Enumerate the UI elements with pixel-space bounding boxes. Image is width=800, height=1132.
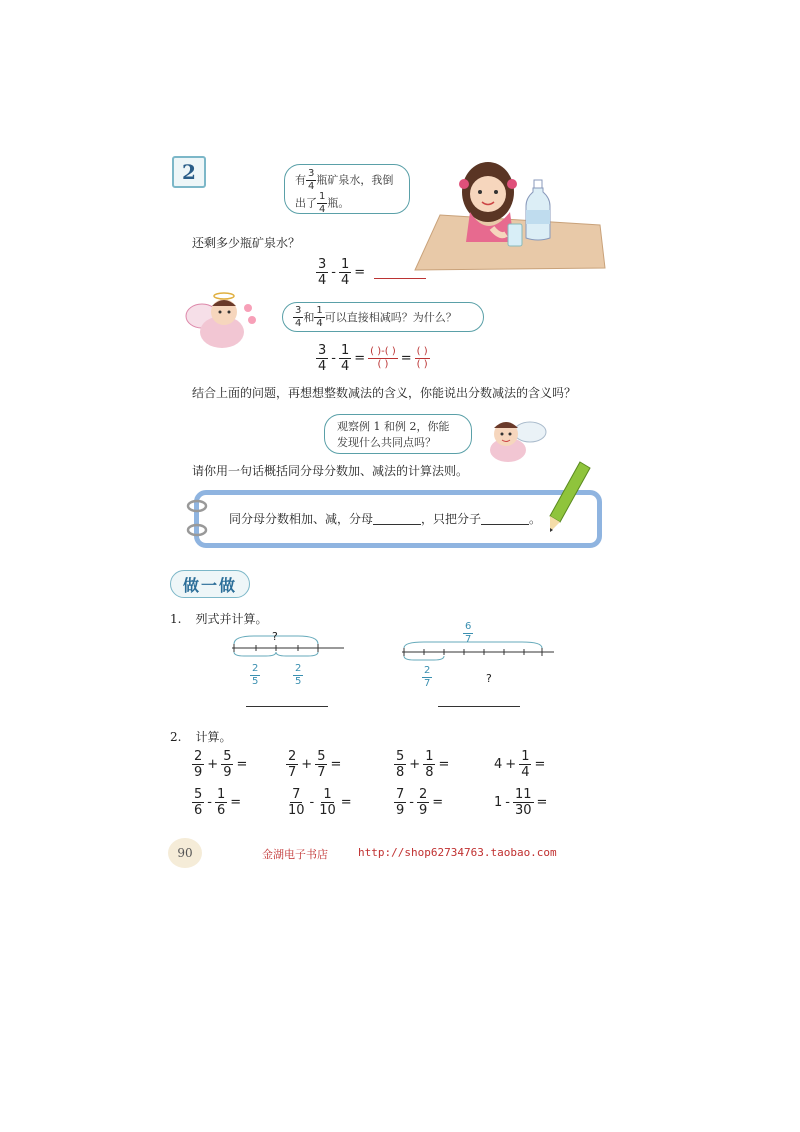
- binder-rings-icon: [184, 496, 210, 542]
- fraction: $\frac{1}{4}$: [340, 343, 350, 374]
- calc-problem: [494, 750, 548, 779]
- question-text: 还剩多少瓶矿泉水？: [192, 236, 301, 250]
- fraction: $\frac{5}{6}$: [194, 787, 203, 818]
- pencil-icon: [546, 460, 594, 534]
- fraction: $\frac{3}{4}$: [295, 304, 302, 329]
- calc-problem: [192, 750, 250, 779]
- calc-problem: [394, 750, 452, 779]
- right-diagram-total: $\frac{6}{7}$: [465, 621, 472, 645]
- example-number-badge: [172, 156, 206, 188]
- equals-sign: =: [236, 757, 248, 772]
- fraction: $\frac{1}{4}$: [316, 304, 323, 329]
- left-diagram-part-1: $\frac{2}{5}$: [252, 663, 259, 687]
- paragraph-summarize-rule: 请你用一句话概括同分母分数加、减法的计算法则。: [192, 464, 469, 478]
- equals-sign: =: [230, 795, 242, 810]
- fraction: $\frac{3}{4}$: [318, 343, 327, 374]
- page-number-badge: [168, 838, 202, 868]
- fraction: $\frac{11}{30}$: [514, 787, 532, 818]
- left-answer-line: [246, 706, 328, 707]
- speech-bubble-girl: [284, 164, 410, 214]
- footer-url[interactable]: http://shop62734763.taobao.com: [358, 846, 557, 859]
- segment-diagram-left: [232, 626, 346, 660]
- bubble1-line2: 出了 $\frac{1}{4}$ 瓶。: [295, 191, 350, 215]
- calc-problem: [494, 788, 550, 817]
- fraction: $\frac{1}{6}$: [216, 787, 226, 818]
- operator: -: [207, 795, 212, 810]
- operator: +: [207, 757, 219, 772]
- practice-title: 做一做: [183, 575, 238, 595]
- page-number: 90: [177, 846, 193, 860]
- rule-text: 同分母分数相加、减，分母 ，只把分子 。: [229, 512, 542, 526]
- fraction-blank: $\frac{( )}{( )}$: [416, 346, 428, 370]
- fraction: $\frac{2}{9}$: [418, 787, 428, 818]
- calc-problem: [394, 788, 446, 817]
- fraction: $\frac{7}{9}$: [396, 787, 405, 818]
- rule-blank-2: [481, 512, 529, 525]
- operator: -: [409, 795, 414, 810]
- angel-illustration: [476, 410, 550, 466]
- operator: +: [505, 757, 517, 772]
- equals-sign: =: [340, 795, 352, 810]
- fraction: $\frac{2}{7}$: [288, 749, 297, 780]
- speech-bubble-observe: 观察例 1 和例 2，你能 发现什么共同点吗？: [324, 414, 472, 454]
- equation-2: $\frac{3}{4}$ - $\frac{1}{4}$ = $\frac{( )-( )}{( )}$ = $\frac{( )}{( )}$: [318, 343, 428, 374]
- paragraph-subtraction-meaning: 结合上面的问题，再想想整数减法的含义，你能说出分数减法的含义吗？: [192, 386, 577, 400]
- calc-problem: [286, 750, 344, 779]
- equals-sign: =: [432, 795, 444, 810]
- example-number: 2: [182, 160, 196, 184]
- fraction: $\frac{3}{4}$: [308, 168, 315, 192]
- right-diagram-part: $\frac{2}{7}$: [424, 665, 431, 689]
- speech-bubble-angel: $\frac{3}{4}$ 和 $\frac{1}{4}$ 可以直接相减吗？为什么？: [282, 302, 484, 332]
- whole-number: 1: [494, 795, 503, 810]
- exercise-2-heading: 2. 计算。: [170, 730, 232, 744]
- fraction: $\frac{3}{4}$: [318, 257, 327, 288]
- rule-box: [194, 490, 602, 548]
- fraction: $\frac{1}{10}$: [319, 787, 336, 818]
- fraction: $\frac{5}{9}$: [223, 749, 232, 780]
- equals-sign: =: [536, 795, 548, 810]
- fraction: $\frac{1}{4}$: [340, 257, 350, 288]
- exercise-1-heading: 1. 列式并计算。: [170, 612, 268, 626]
- whole-number: 4: [494, 757, 503, 772]
- equation-1: $\frac{3}{4}$ - $\frac{1}{4}$ =: [316, 258, 426, 287]
- fraction: $\frac{7}{10}$: [288, 787, 305, 818]
- equals-sign: =: [330, 757, 342, 772]
- fraction: $\frac{5}{7}$: [317, 749, 326, 780]
- operator: -: [505, 795, 510, 810]
- answer-blank: [374, 266, 426, 279]
- fraction: $\frac{5}{8}$: [396, 749, 405, 780]
- operator: +: [409, 757, 421, 772]
- segment-diagram-right: [402, 630, 556, 664]
- calc-problem: [286, 788, 355, 817]
- fraction: $\frac{1}{4}$: [319, 191, 326, 215]
- angel-illustration: [182, 286, 262, 356]
- footer-shop: 金湖电子书店: [262, 848, 328, 861]
- practice-title-badge: [170, 570, 250, 598]
- fraction-blank: $\frac{( )-( )}{( )}$: [370, 346, 396, 370]
- right-diagram-unknown: ?: [486, 672, 492, 685]
- left-diagram-part-2: $\frac{2}{5}$: [295, 663, 302, 687]
- left-diagram-total-label: ?: [272, 630, 278, 643]
- operator: +: [301, 757, 313, 772]
- right-answer-line: [438, 706, 520, 707]
- operator: -: [309, 795, 315, 810]
- fraction: $\frac{1}{4}$: [521, 749, 530, 780]
- calc-problem: [192, 788, 244, 817]
- fraction: $\frac{2}{9}$: [194, 749, 203, 780]
- equals-sign: =: [534, 757, 546, 772]
- bubble1-line1: 有 $\frac{3}{4}$ 瓶矿泉水，我倒: [295, 168, 394, 192]
- equals-sign: =: [438, 757, 450, 772]
- rule-blank-1: [373, 512, 421, 525]
- girl-with-water-illustration: [400, 150, 610, 275]
- fraction: $\frac{1}{8}$: [425, 749, 434, 780]
